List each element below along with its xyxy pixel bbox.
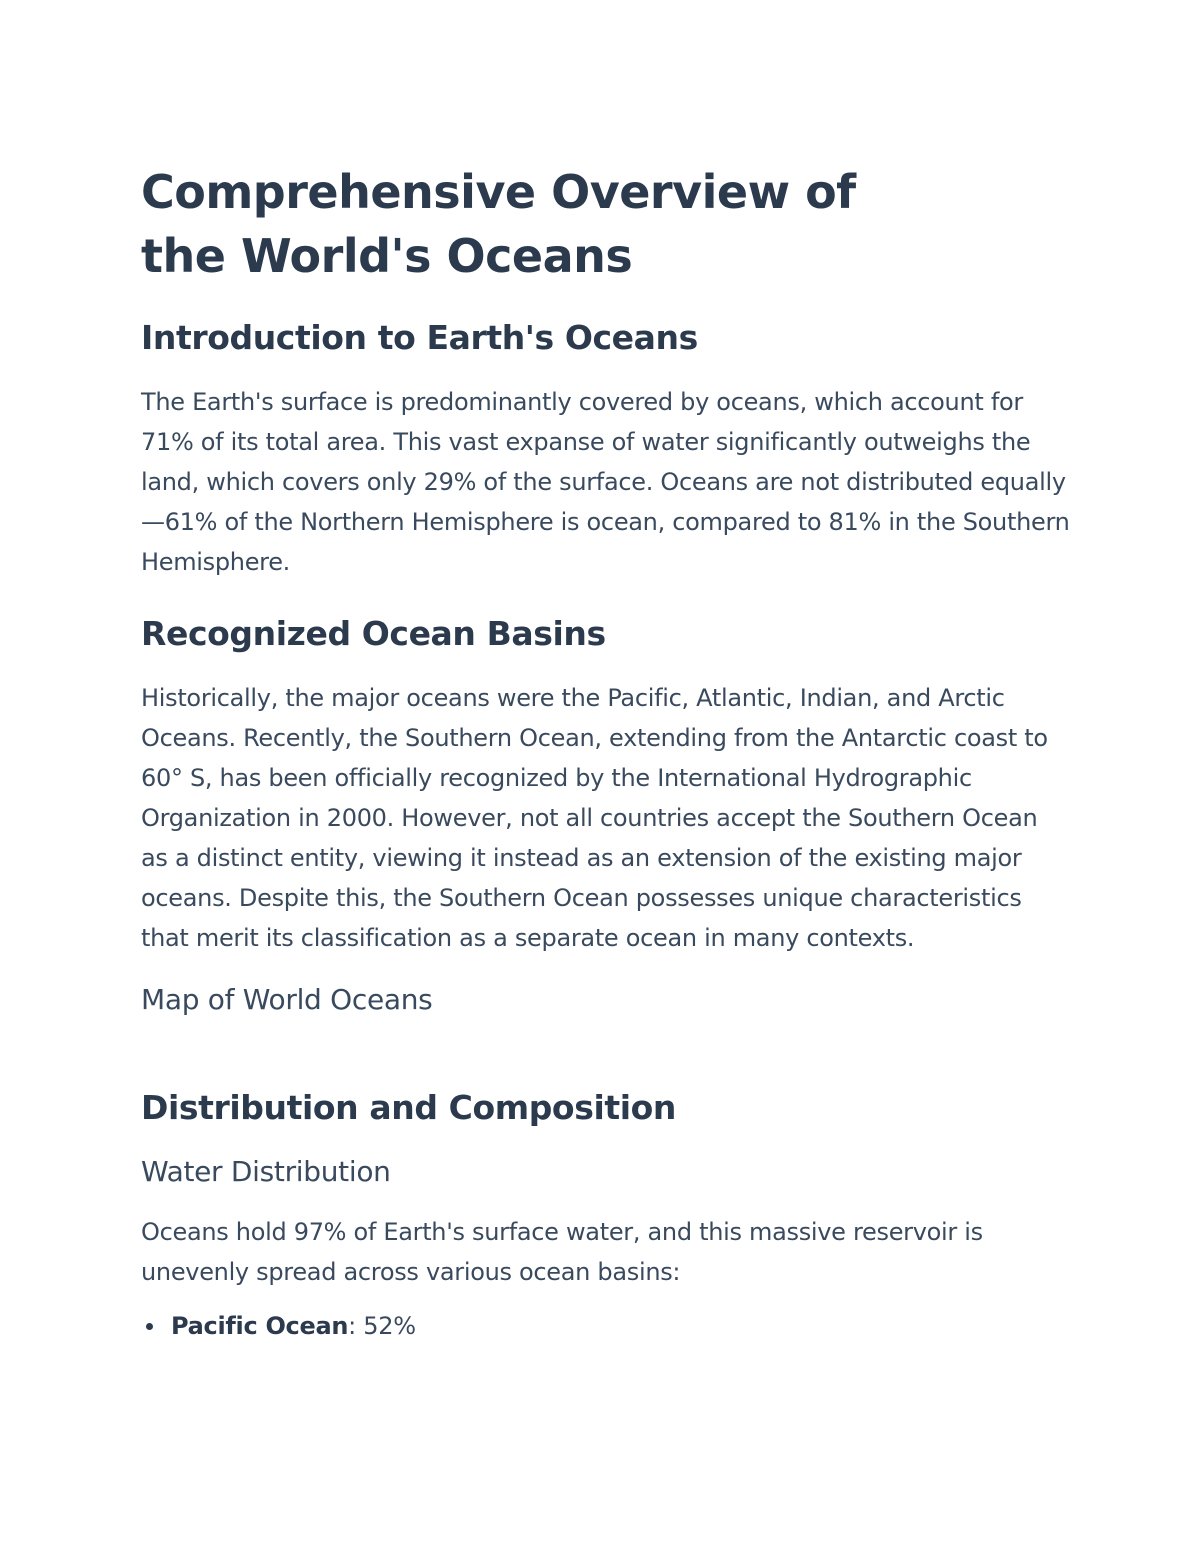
document-page (141, 160, 1071, 1346)
basins-paragraph: Historically, the major oceans were the Pacific, Atlantic, Indian, and Arctic Oceans. Recently, the Southern Ocean, extending from the Antarctic coast to 60° S, has been officially recognized by the International Hydrographic Organization in 2000. However, not all countries accept the Southern Ocean as a distinct entity, viewing it instead as an extension of the existing major oceans. Despite this, the Southern Ocean possesses unique characteristics that merit its classification as a separate ocean in many contexts. (141, 684, 1048, 952)
intro-heading: Introduction to Earth's Oceans (141, 318, 698, 357)
basins-heading: Recognized Ocean Basins (141, 614, 606, 653)
document-title: Comprehensive Overview of the World's Oceans (141, 165, 856, 283)
map-image-placeholder (141, 1020, 1071, 1086)
water-distribution-heading: Water Distribution (141, 1155, 391, 1188)
list-item-value: : 52% (348, 1312, 416, 1340)
list-item (141, 1306, 1071, 1346)
list-item-label: Pacific Ocean (171, 1312, 349, 1340)
distribution-paragraph: Oceans hold 97% of Earth's surface water, and this massive reservoir is unevenly spread across various ocean basins: (141, 1218, 983, 1286)
distribution-heading: Distribution and Composition (141, 1088, 677, 1127)
intro-paragraph: The Earth's surface is predominantly covered by oceans, which account for 71% of its total area. This vast expanse of water significantly outweighs the land, which covers only 29% of the surface. Oceans are not distributed equally—61% of the Northern Hemisphere is ocean, compared to 81% in the Southern Hemisphere. (141, 388, 1070, 576)
distribution-list (141, 1306, 1071, 1346)
map-heading: Map of World Oceans (141, 983, 433, 1016)
